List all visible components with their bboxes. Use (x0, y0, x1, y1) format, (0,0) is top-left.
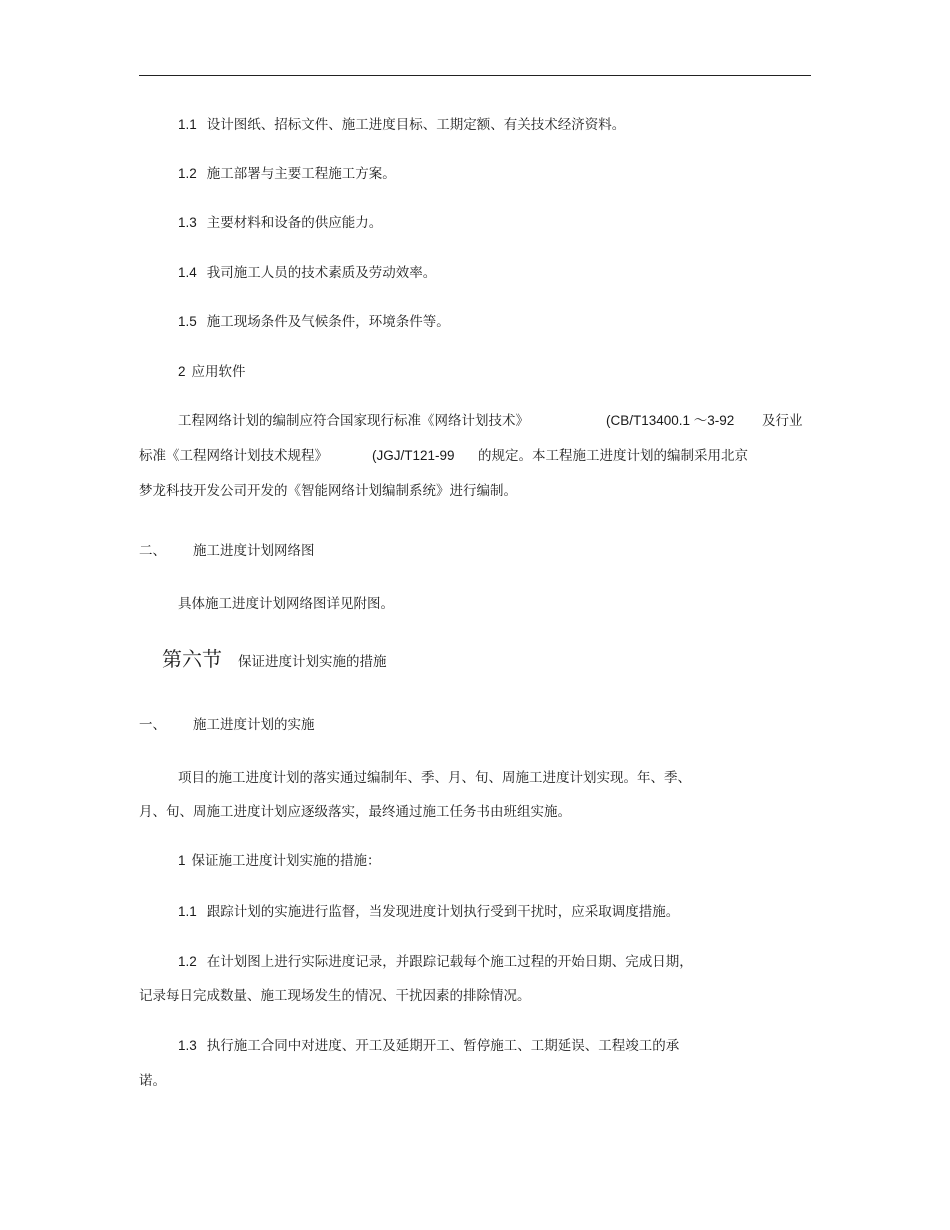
list-item (178, 313, 450, 331)
subsection-number: 1 (178, 853, 186, 868)
item-number: 1.1 (178, 117, 197, 132)
list-item (178, 903, 679, 921)
item-text: 跟踪计划的实施进行监督，当发现进度计划执行受到干扰时，应采取调度措施。 (206, 904, 680, 920)
list-item (178, 1037, 679, 1055)
paragraph-text: 工程网络计划的编制应符合国家现行标准《网络计划技术》 (178, 413, 529, 429)
paragraph-line (139, 987, 531, 1005)
subsection-title: 应用软件 (191, 364, 246, 380)
paragraph-text: 标准《工程网络计划技术规程》 (139, 448, 328, 464)
subsection-heading (178, 363, 246, 381)
item-text: 施工部署与主要工程施工方案。 (206, 166, 396, 182)
paragraph-line (178, 595, 394, 613)
paragraph-text: 梦龙科技开发公司开发的《智能网络计划编制系统》进行编制。 (139, 483, 517, 499)
paragraph-line (139, 803, 571, 821)
standard-code: (JGJ/T121-99 (372, 448, 455, 463)
section-number: 一、 (139, 717, 166, 733)
paragraph-line (178, 412, 529, 430)
subsection-heading (178, 852, 381, 870)
item-number: 1.4 (178, 265, 197, 280)
item-text: 我司施工人员的技术素质及劳动效率。 (206, 265, 437, 281)
item-number: 1.3 (178, 1038, 197, 1053)
list-item (178, 116, 625, 134)
subsection-number: 2 (178, 364, 186, 379)
chapter-number: 第六节 (162, 647, 222, 671)
list-item (178, 214, 382, 232)
paragraph-text: 月、旬、周施工进度计划应逐级落实，最终通过施工任务书由班组实施。 (139, 804, 571, 820)
paragraph-text: 具体施工进度计划网络图详见附图。 (178, 596, 394, 612)
paragraph-line (606, 412, 734, 430)
header-rule (139, 75, 811, 76)
list-item (178, 264, 436, 282)
paragraph-text: 项目的施工进度计划的落实通过编制年、季、月、旬、周施工进度计划实现。年、季、 (178, 770, 691, 786)
list-item (178, 165, 396, 183)
section-heading (139, 542, 315, 560)
section-heading (139, 716, 315, 734)
paragraph-line (139, 482, 517, 500)
subsection-title: 保证施工进度计划实施的措施： (191, 853, 381, 869)
paragraph-line (139, 1072, 166, 1090)
chapter-title: 保证进度计划实施的措施 (238, 654, 387, 670)
paragraph-line (372, 447, 455, 465)
paragraph-text: 记录每日完成数量、施工现场发生的情况、干扰因素的排除情况。 (139, 988, 531, 1004)
chapter-heading (162, 647, 387, 674)
paragraph-line (139, 447, 328, 465)
item-text: 施工现场条件及气候条件，环境条件等。 (206, 314, 450, 330)
paragraph-line (178, 769, 691, 787)
standard-code: (CB/T13400.1 ～3-92 (606, 413, 735, 428)
section-title: 施工进度计划网络图 (193, 543, 315, 559)
item-number: 1.1 (178, 904, 197, 919)
paragraph-text: 诺。 (139, 1073, 166, 1089)
list-item (178, 953, 693, 971)
item-text: 主要材料和设备的供应能力。 (206, 215, 383, 231)
item-number: 1.2 (178, 166, 197, 181)
item-text: 在计划图上进行实际进度记录，并跟踪记载每个施工过程的开始日期、完成日期， (206, 954, 693, 970)
paragraph-line (762, 412, 803, 430)
section-title: 施工进度计划的实施 (193, 717, 315, 733)
item-text: 设计图纸、招标文件、施工进度目标、工期定额、有关技术经济资料。 (206, 117, 626, 133)
item-number: 1.5 (178, 314, 197, 329)
paragraph-line (478, 447, 748, 465)
paragraph-text: 的规定。本工程施工进度计划的编制采用北京 (478, 448, 748, 464)
item-number: 1.2 (178, 954, 197, 969)
section-number: 二、 (139, 543, 166, 559)
item-text: 执行施工合同中对进度、开工及延期开工、暂停施工、工期延误、工程竣工的承 (206, 1038, 680, 1054)
paragraph-text: 及行业 (762, 413, 803, 429)
item-number: 1.3 (178, 215, 197, 230)
